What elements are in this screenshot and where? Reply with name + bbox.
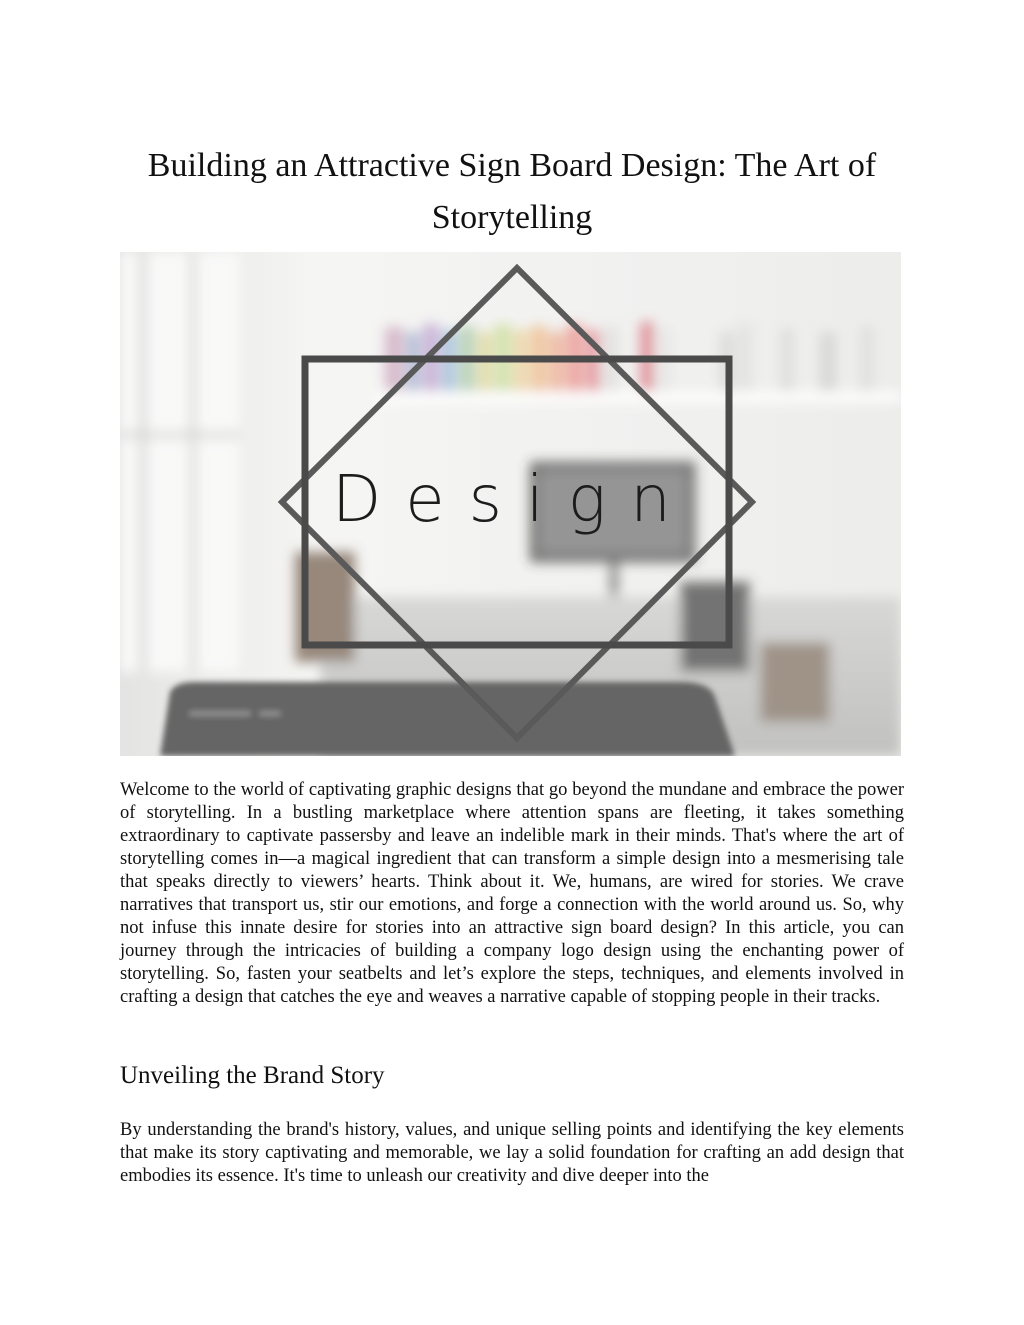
intro-paragraph: Welcome to the world of captivating graphic designs that go beyond the mundane and embrace the power of storytelling. In a bustling marketplace where attention spans are fleeting, it takes something extraordinary to captivate passersby and leave an indelible mark in their minds. That's where the art of storytelling comes in—a magical ingredient that can transform a simple design into a mesmerising tale that speaks directly to viewers’ hearts. Think about it. We, humans, are wired for stories. We crave narratives that transport us, stir our emotions, and forge a connection with the world around us. So, why not infuse this innate desire for stories into an attractive sign board design? In this article, you can journey through the intricacies of building a company logo design using the enchanting power of storytelling. So, fasten your seatbelts and let’s explore the steps, techniques, and elements involved in crafting a design that catches the eye and weaves a narrative capable of stopping people in their tracks. — [120, 780, 904, 1007]
section-paragraph: By understanding the brand's history, values, and unique selling points and identifying the key elements that make its story captivating and memorable, we lay a solid foundation for crafting an add design that embodies its essence. It's time to unleash our creativity and dive deeper into the — [120, 1120, 904, 1186]
hero-design-word: Design — [332, 463, 695, 537]
document-title: Building an Attractive Sign Board Design: The Art of Storytelling — [147, 147, 877, 236]
section-heading: Unveiling the Brand Story — [120, 1062, 385, 1089]
